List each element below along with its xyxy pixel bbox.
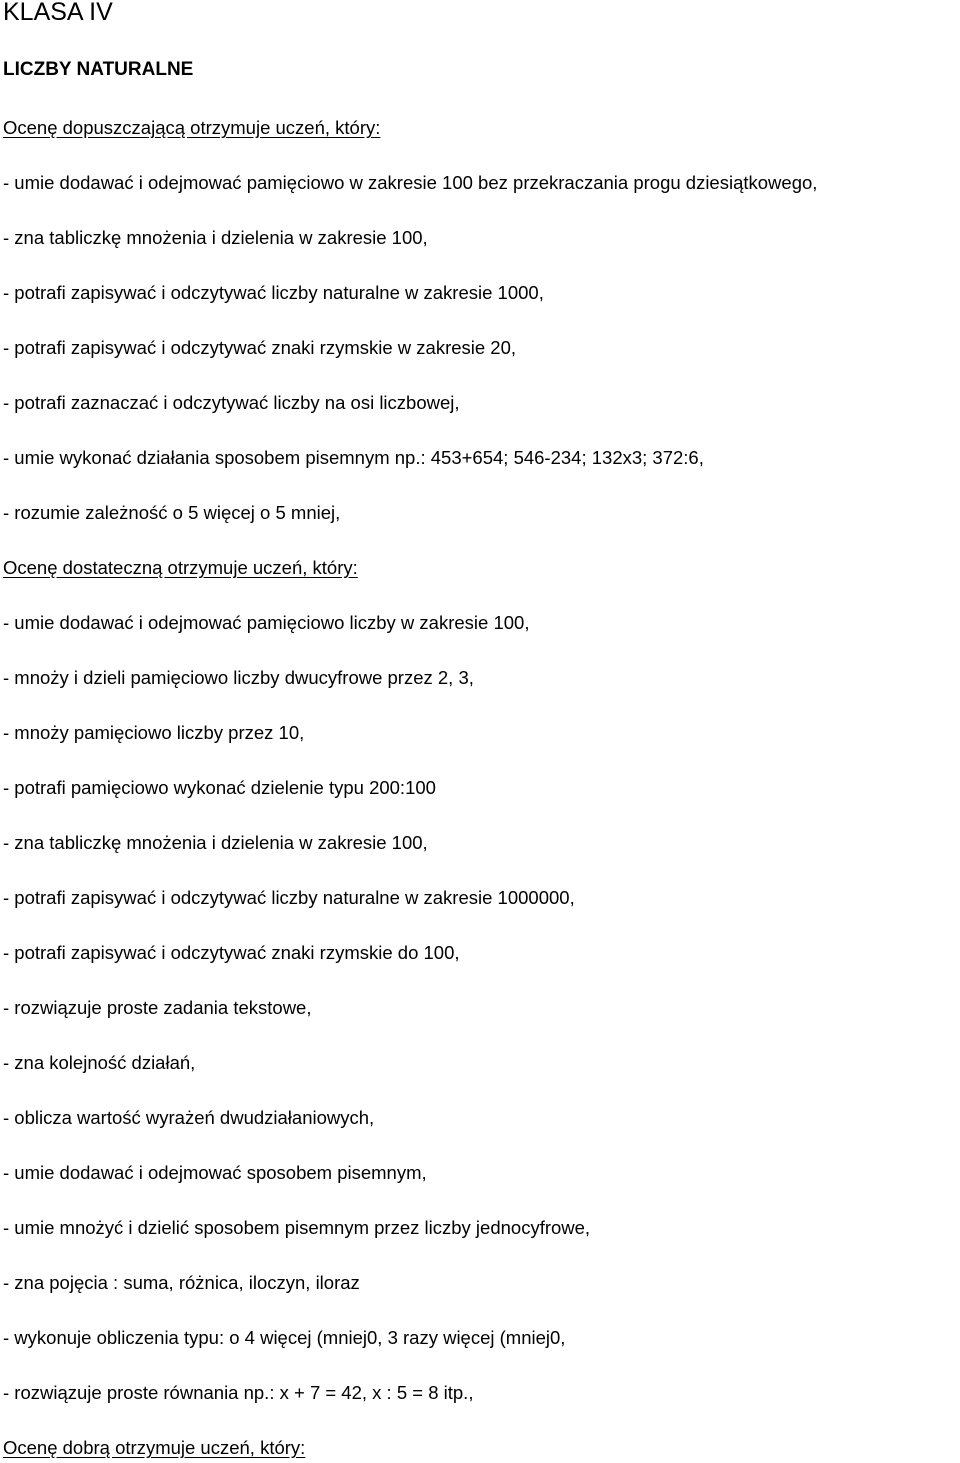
document-title: KLASA IV bbox=[3, 0, 113, 26]
criterion-item: - umie dodawać i odejmować sposobem pisemnym, bbox=[3, 1162, 427, 1183]
criterion-item: - rozwiązuje proste równania np.: x + 7 = 42, x : 5 = 8 itp., bbox=[3, 1382, 474, 1403]
grade-heading-dobra: Ocenę dobrą otrzymuje uczeń, który: bbox=[3, 1437, 306, 1458]
criterion-item: - mnoży pamięciowo liczby przez 10, bbox=[3, 722, 305, 743]
criterion-item: - oblicza wartość wyrażeń dwudziałaniowych, bbox=[3, 1107, 375, 1128]
criterion-item: - umie dodawać i odejmować pamięciowo liczby w zakresie 100, bbox=[3, 612, 530, 633]
criterion-item: - zna tabliczkę mnożenia i dzielenia w zakresie 100, bbox=[3, 832, 428, 853]
section-heading: LICZBY NATURALNE bbox=[3, 59, 194, 80]
grade-heading-dopuszczajaca: Ocenę dopuszczającą otrzymuje uczeń, który: bbox=[3, 117, 381, 138]
criterion-item: - rozumie zależność o 5 więcej o 5 mniej, bbox=[3, 502, 341, 523]
criterion-item: - potrafi pamięciowo wykonać dzielenie typu 200:100 bbox=[3, 777, 436, 798]
criterion-item: - potrafi zapisywać i odczytywać znaki rzymskie do 100, bbox=[3, 942, 460, 963]
criterion-item: - zna kolejność działań, bbox=[3, 1052, 196, 1073]
criterion-item: - potrafi zaznaczać i odczytywać liczby na osi liczbowej, bbox=[3, 392, 460, 413]
criterion-item: - wykonuje obliczenia typu: o 4 więcej (mniej0, 3 razy więcej (mniej0, bbox=[3, 1327, 566, 1348]
criterion-item: - potrafi zapisywać i odczytywać znaki rzymskie w zakresie 20, bbox=[3, 337, 517, 358]
criterion-item: - umie mnożyć i dzielić sposobem pisemnym przez liczby jednocyfrowe, bbox=[3, 1217, 591, 1238]
criterion-item: - zna tabliczkę mnożenia i dzielenia w zakresie 100, bbox=[3, 227, 428, 248]
criterion-item: - potrafi zapisywać i odczytywać liczby naturalne w zakresie 1000, bbox=[3, 282, 544, 303]
criterion-item: - rozwiązuje proste zadania tekstowe, bbox=[3, 997, 312, 1018]
criterion-item: - umie wykonać działania sposobem pisemnym np.: 453+654; 546-234; 132x3; 372:6, bbox=[3, 447, 704, 468]
criterion-item: - potrafi zapisywać i odczytywać liczby naturalne w zakresie 1000000, bbox=[3, 887, 575, 908]
criterion-item: - zna pojęcia : suma, różnica, iloczyn, iloraz bbox=[3, 1272, 360, 1293]
criterion-item: - umie dodawać i odejmować pamięciowo w zakresie 100 bez przekraczania progu dziesiątkowego, bbox=[3, 172, 818, 193]
criterion-item: - mnoży i dzieli pamięciowo liczby dwucyfrowe przez 2, 3, bbox=[3, 667, 474, 688]
grade-heading-dostateczna: Ocenę dostateczną otrzymuje uczeń, który: bbox=[3, 557, 358, 578]
